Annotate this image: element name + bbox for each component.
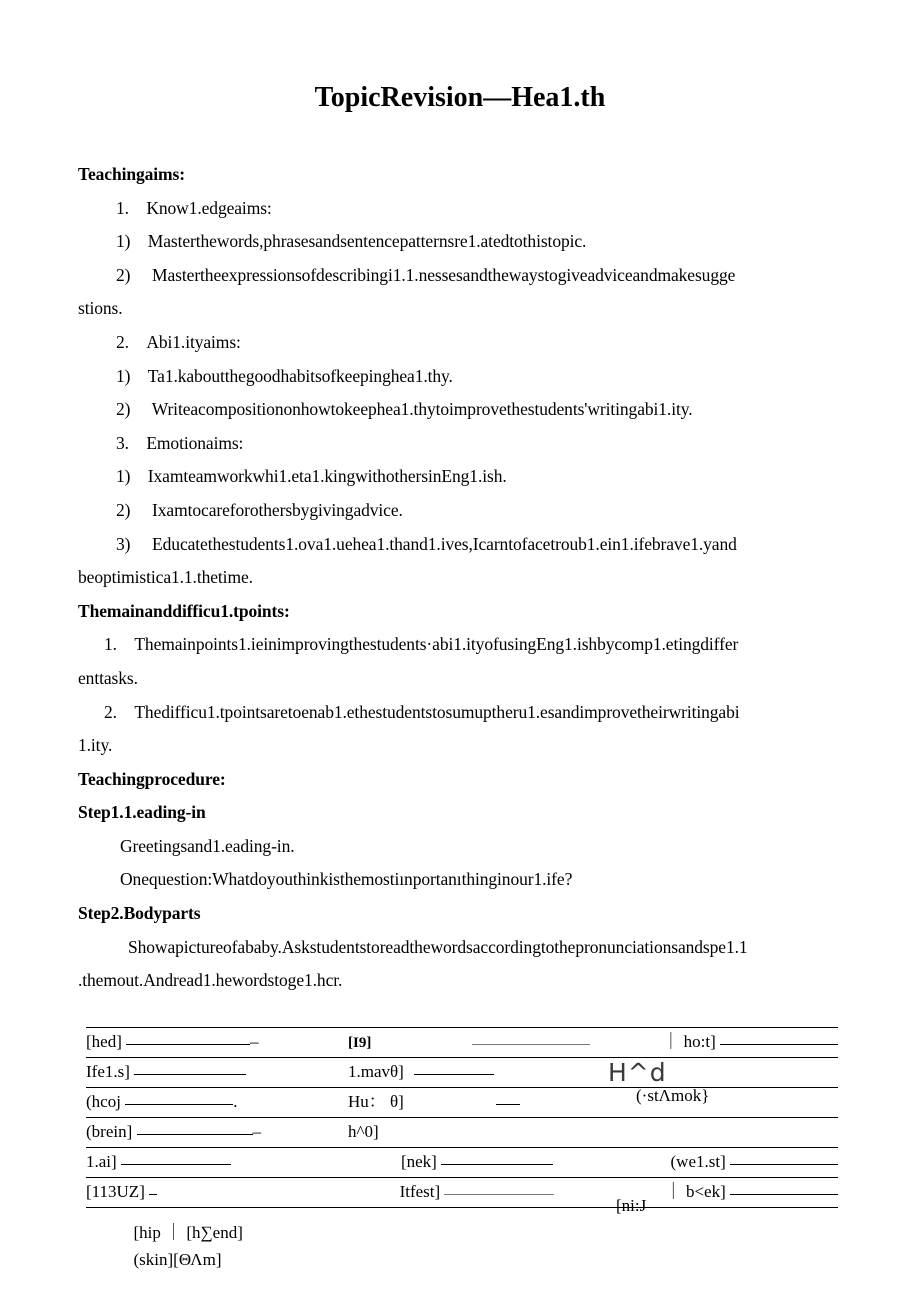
table-row	[86, 1028, 838, 1058]
tail-left-token: [hip ｜ [h∑end]	[133, 1223, 243, 1242]
blank-rule[interactable]	[496, 1094, 520, 1105]
trail-mark: –	[252, 1122, 262, 1141]
heading-teaching-procedure: Teachingprocedure:	[78, 768, 226, 789]
phonetic-token: [hed]	[86, 1032, 122, 1051]
table-cell[interactable]	[348, 1118, 606, 1148]
phonetic-table-body	[86, 1028, 838, 1208]
table-cell[interactable]	[606, 1028, 838, 1058]
table-row	[86, 1118, 838, 1148]
glyph-h-caret-d: H^d	[608, 1058, 667, 1087]
line-dp-1: 1. Themainpoints1.ieinimprovingthestudents·abi1.ityofusingEng1.ishbycomp1.etingdiffer	[104, 634, 739, 655]
blank-rule[interactable]	[137, 1124, 253, 1135]
blank-rule[interactable]	[441, 1154, 553, 1165]
line-aims-2: 2. Abi1.ityaims:	[116, 331, 241, 352]
heading-step2: Step2.Bodyparts	[78, 903, 201, 924]
blank-rule[interactable]	[730, 1154, 838, 1165]
blank-rule[interactable]	[126, 1034, 250, 1045]
phonetic-token: Ife1.s]	[86, 1062, 130, 1081]
blank-rule[interactable]	[472, 1034, 590, 1045]
line-step1-1: Greetingsand1.eading-in.	[120, 835, 295, 856]
phonetic-token: (hcoj	[86, 1092, 121, 1111]
line-aims-3-1: 1) Ixamteamworkwhi1.eta1.kingwithothersinEng1.ish.	[116, 466, 507, 487]
table-row	[86, 1088, 838, 1118]
line-aims-1-2-cont: stions.	[78, 298, 123, 319]
table-cell[interactable]	[606, 1148, 838, 1178]
tail-left-token: (skin][ΘΛm]	[133, 1250, 222, 1269]
phonetic-token: 1.mavθ]	[348, 1062, 404, 1081]
line-step2-1-cont: .themout.Andread1.hewordstoge1.hcr.	[78, 970, 343, 991]
blank-rule[interactable]	[121, 1154, 231, 1165]
line-aims-1-2: 2) Mastertheexpressionsofdescribingi1.1.nessesandthewaystogiveadviceandmakesugge	[116, 264, 736, 285]
glyph-stamok: (·stΛmok}	[636, 1086, 710, 1105]
tail-line-2	[86, 1219, 838, 1269]
tail-right-token: [ni:J	[616, 1196, 647, 1215]
line-aims-3-2: 2) Ixamtocareforothersbygivingadvice.	[116, 499, 403, 520]
table-cell[interactable]	[348, 1058, 606, 1088]
line-dp-1-cont: enttasks.	[78, 667, 138, 688]
page-title: TopicRevision—Hea1.th	[314, 82, 606, 113]
trail-mark: –	[250, 1032, 259, 1051]
line-aims-3-3-cont: beoptimistica1.1.thetime.	[78, 567, 253, 588]
phonetic-table	[86, 1027, 838, 1208]
phonetic-token: [nek]	[400, 1152, 437, 1171]
phonetic-tail-lines	[86, 1192, 838, 1269]
trail-mark: .	[233, 1092, 238, 1111]
line-aims-2-2: 2) Writeacompositiononhowtokeephea1.thytoimprovethestudents'writingabi1.ity.	[116, 399, 693, 420]
line-aims-1: 1. Know1.edgeaims:	[116, 197, 272, 218]
table-cell[interactable]	[86, 1148, 348, 1178]
heading-step1: Step1.1.eading-in	[78, 802, 206, 823]
table-cell[interactable]	[86, 1118, 348, 1148]
blank-rule[interactable]	[134, 1064, 246, 1075]
table-row	[86, 1058, 838, 1088]
table-cell[interactable]	[86, 1088, 348, 1118]
phonetic-token: ｜ b<ek]	[664, 1182, 726, 1201]
blank-rule[interactable]	[414, 1064, 494, 1075]
line-dp-2-cont: 1.ity.	[78, 735, 113, 756]
blank-rule[interactable]	[720, 1034, 838, 1045]
line-aims-3-3: 3) Educatethestudents1.ova1.uehea1.thand1.ives,Icarntofacetroub1.ein1.ifebrave1.yand	[116, 533, 737, 554]
table-cell[interactable]	[86, 1028, 348, 1058]
table-cell[interactable]	[606, 1118, 838, 1148]
line-dp-2: 2. Thedifficu1.tpointsaretoenab1.ethestudentstosumuptheru1.esandimprovetheirwritingabi	[104, 701, 740, 722]
table-cell[interactable]	[348, 1028, 606, 1058]
heading-teaching-aims: Teachingaims:	[78, 164, 185, 184]
phonetic-token: Hu： θ]	[348, 1092, 404, 1111]
table-cell[interactable]	[348, 1148, 606, 1178]
document-body	[78, 158, 846, 998]
phonetic-token: [I9]	[348, 1035, 372, 1051]
phonetic-token: 1.ai]	[86, 1152, 117, 1171]
line-aims-2-1: 1) Ta1.kaboutthegoodhabitsofkeepinghea1.thy.	[116, 365, 453, 386]
heading-difficult-points: Themainanddifficu1.tpoints:	[78, 600, 290, 621]
phonetic-token: h^0]	[348, 1122, 379, 1141]
blank-rule[interactable]	[125, 1094, 233, 1105]
phonetic-token: Itfest]	[399, 1182, 441, 1201]
phonetic-token: ｜ ho:t]	[662, 1032, 716, 1051]
tail-line-1	[86, 1192, 838, 1242]
line-aims-3: 3. Emotionaims:	[116, 432, 244, 453]
table-row	[86, 1148, 838, 1178]
table-cell[interactable]	[86, 1058, 348, 1088]
phonetic-token: (we1.st]	[670, 1152, 726, 1171]
phonetic-token: [113UZ]	[86, 1182, 145, 1201]
line-step2-1: Showapictureofababy.Askstudentstoreadthewordsaccordingtothepronunciationsandspe1.1	[128, 936, 748, 957]
line-aims-1-1: 1) Masterthewords,phrasesandsentencepatternsre1.atedtothistopic.	[116, 231, 587, 252]
table-cell[interactable]	[348, 1088, 606, 1118]
phonetic-token: (brein]	[86, 1122, 133, 1141]
line-step1-2: Onequestion:Whatdoyouthinkisthemostiınportanıthinginour1.ife?	[120, 869, 573, 890]
